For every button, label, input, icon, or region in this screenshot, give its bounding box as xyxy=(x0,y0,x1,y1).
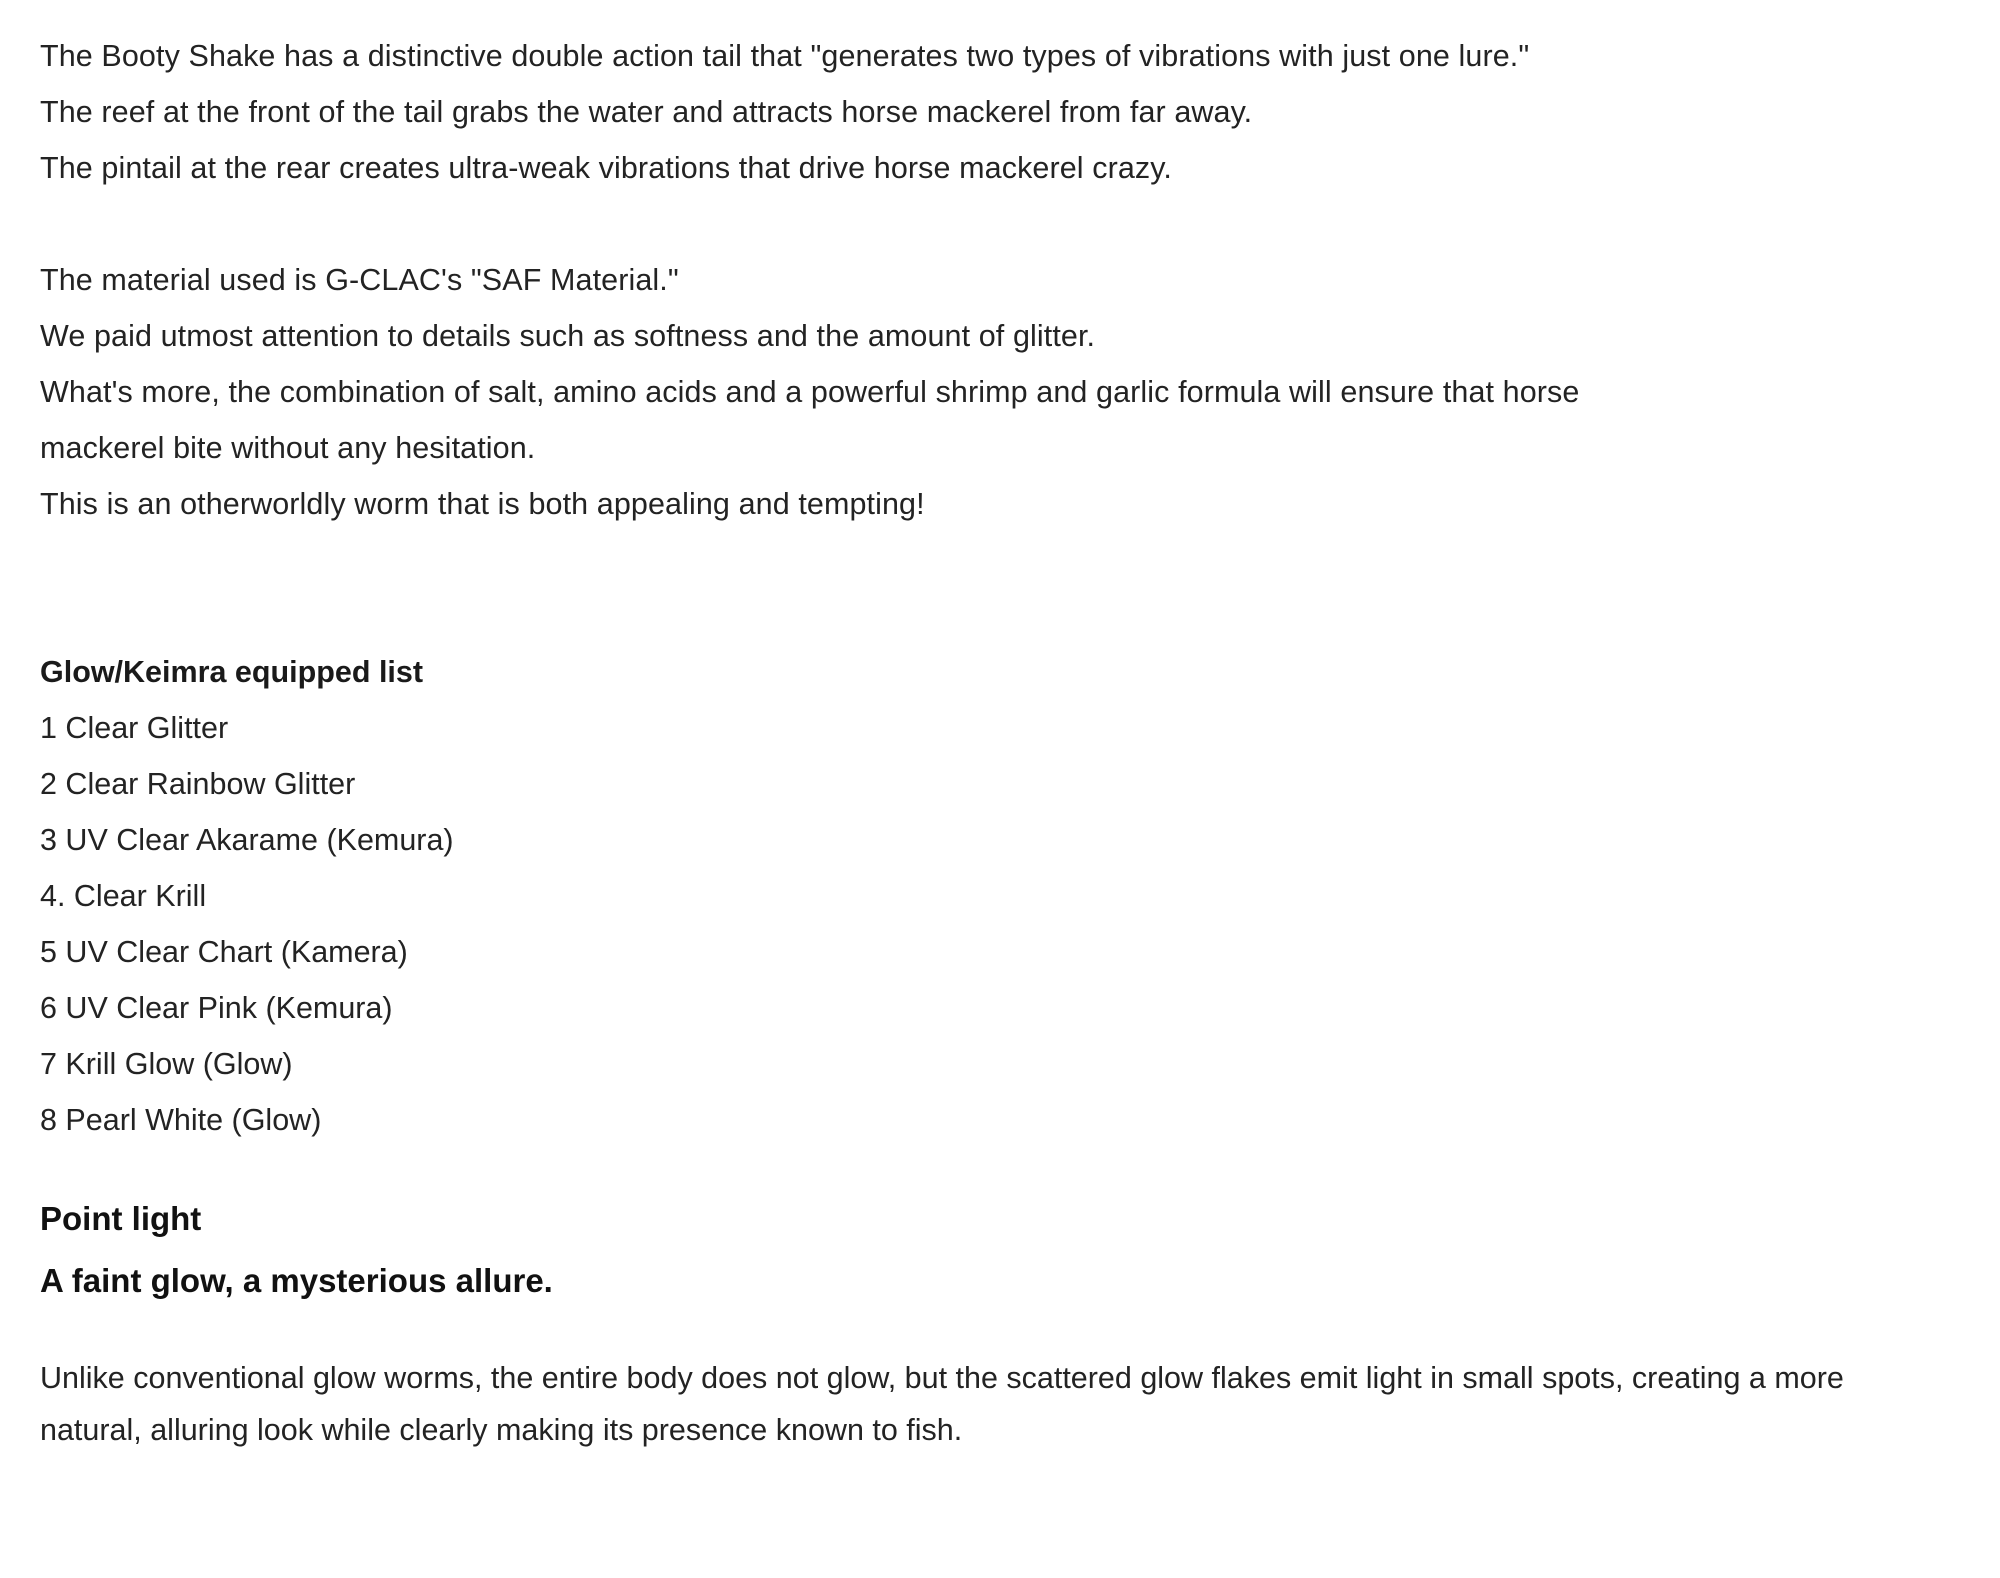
spacer-before-point-light xyxy=(40,1148,1950,1188)
list-item: 6 UV Clear Pink (Kemura) xyxy=(40,991,393,1025)
material-line-3: What's more, the combination of salt, amino acids and a powerful shrimp and garlic formula will ensure that horse xyxy=(40,375,1580,409)
glow-list xyxy=(40,700,1950,1148)
spacer-before-glow-list xyxy=(40,532,1950,644)
material-line-4: mackerel bite without any hesitation. xyxy=(40,431,536,465)
intro-paragraph xyxy=(40,28,1950,196)
list-item: 8 Pearl White (Glow) xyxy=(40,1103,322,1137)
intro-line-2: The reef at the front of the tail grabs the water and attracts horse mackerel from far away. xyxy=(40,95,1253,129)
spacer-after-intro xyxy=(40,196,1950,252)
point-light-title: Point light xyxy=(40,1200,202,1237)
point-light-subtitle: A faint glow, a mysterious allure. xyxy=(40,1262,553,1299)
intro-line-3: The pintail at the rear creates ultra-weak vibrations that drive horse mackerel crazy. xyxy=(40,151,1172,185)
material-line-1: The material used is G-CLAC's "SAF Material." xyxy=(40,263,679,297)
intro-line-1: The Booty Shake has a distinctive double action tail that "generates two types of vibrations with just one lure." xyxy=(40,39,1530,73)
material-line-2: We paid utmost attention to details such as softness and the amount of glitter. xyxy=(40,319,1096,353)
list-item: 7 Krill Glow (Glow) xyxy=(40,1047,293,1081)
list-item: 2 Clear Rainbow Glitter xyxy=(40,767,356,801)
list-item: 4. Clear Krill xyxy=(40,879,207,913)
glow-list-heading: Glow/Keimra equipped list xyxy=(40,655,424,689)
spacer-before-closing xyxy=(40,1312,1950,1352)
list-item: 1 Clear Glitter xyxy=(40,711,229,745)
list-item: 3 UV Clear Akarame (Kemura) xyxy=(40,823,454,857)
closing-line-2: spots, creating a more natural, alluring look while clearly making its presence known to fish. xyxy=(40,1361,1844,1447)
material-line-5: This is an otherworldly worm that is both appealing and tempting! xyxy=(40,487,925,521)
closing-line-1: Unlike conventional glow worms, the entire body does not glow, but the scattered glow flakes emit light in small xyxy=(40,1361,1534,1395)
list-item: 5 UV Clear Chart (Kamera) xyxy=(40,935,408,969)
point-light-body xyxy=(40,1352,1950,1456)
material-paragraph xyxy=(40,252,1950,532)
